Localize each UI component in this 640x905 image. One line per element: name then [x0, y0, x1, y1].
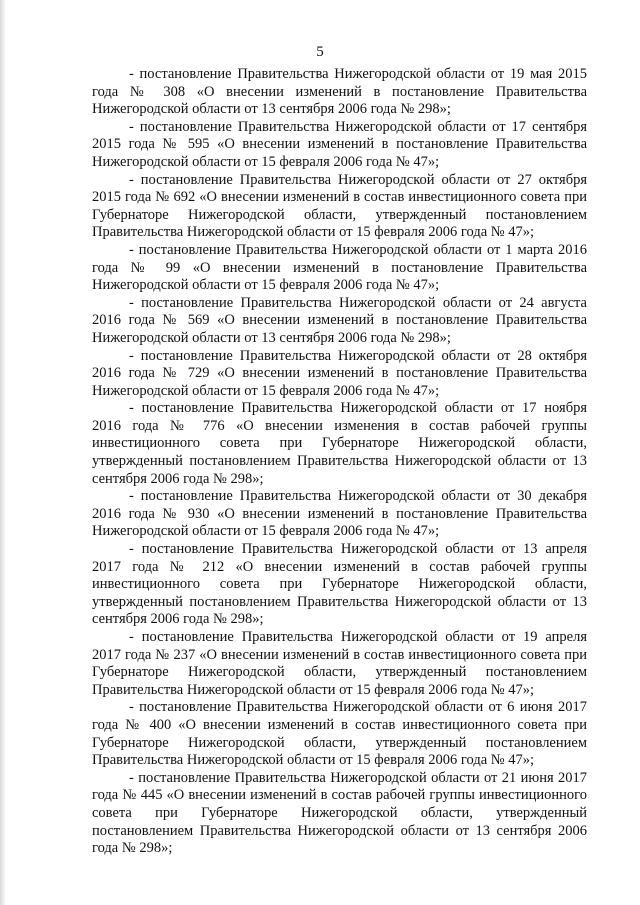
list-item: - постановление Правительства Нижегородской области от 27 октября 2015 года № 692 «О внесении изменений в состав инвестиционного совета при Губернаторе Нижегородской области, утвержденный постановлением Правительства Нижегородской области от 15 февраля 2006 года № 47»; [92, 171, 587, 241]
list-item: - постановление Правительства Нижегородской области от 17 ноября 2016 года № 776 «О внесении изменения в состав рабочей группы инвестиционного совета при Губернаторе Нижегородской области, утвержденный постановлением Правительства Нижегородской области от 13 сентября 2006 года № 298»; [92, 400, 587, 487]
list-item: - постановление Правительства Нижегородской области от 21 июня 2017 года № 445 «О внесении изменений в состав рабочей группы инвестиционного совета при Губернаторе Нижегородской области, утвержденный постановлением Правительства Нижегородской области от 13 сентября 2006 года № 298»; [92, 769, 587, 857]
list-item: - постановление Правительства Нижегородской области от 17 сентября 2015 года № 595 «О внесении изменений в постановление Правительства Нижегородской области от 15 февраля 2006 года № 47»; [92, 118, 587, 170]
list-item: - постановление Правительства Нижегородской области от 24 августа 2016 года № 569 «О внесении изменений в постановление Правительства Нижегородской области от 13 сентября 2006 года № 298»; [92, 294, 587, 346]
document-body [92, 66, 587, 858]
list-item: - постановление Правительства Нижегородской области от 28 октября 2016 года № 729 «О внесении изменений в постановление Правительства Нижегородской области от 15 февраля 2006 года № 47»; [92, 347, 587, 399]
page-number: 5 [316, 44, 324, 60]
list-item: - постановление Правительства Нижегородской области от 6 июня 2017 года № 400 «О внесении изменений в состав инвестиционного совета при Губернаторе Нижегородской области, утвержденный постановлением Правительства Нижегородской области от 15 февраля 2006 года № 47»; [92, 699, 587, 769]
list-item: - постановление Правительства Нижегородской области от 1 марта 2016 года № 99 «О внесении изменений в постановление Правительства Нижегородской области от 15 февраля 2006 года № 47»; [92, 241, 587, 294]
list-item: - постановление Правительства Нижегородской области от 19 апреля 2017 года № 237 «О внесении изменений в состав инвестиционного совета при Губернаторе Нижегородской области, утвержденный постановлением Правительства Нижегородской области от 15 февраля 2006 года № 47»; [92, 629, 587, 698]
scan-edge [0, 0, 6, 905]
list-item: - постановление Правительства Нижегородской области от 19 мая 2015 года № 308 «О внесении изменений в постановление Правительства Нижегородской области от 13 сентября 2006 года № 298»; [92, 66, 587, 118]
list-item: - постановление Правительства Нижегородской области от 30 декабря 2016 года № 930 «О внесении изменений в постановление Правительства Нижегородской области от 15 февраля 2006 года № 47»; [92, 488, 587, 540]
list-item: - постановление Правительства Нижегородской области от 13 апреля 2017 года № 212 «О внесении изменений в состав рабочей группы инвестиционного совета при Губернаторе Нижегородской области, утвержденный постановлением Правительства Нижегородской области от 13 сентября 2006 года № 298»; [92, 541, 587, 628]
